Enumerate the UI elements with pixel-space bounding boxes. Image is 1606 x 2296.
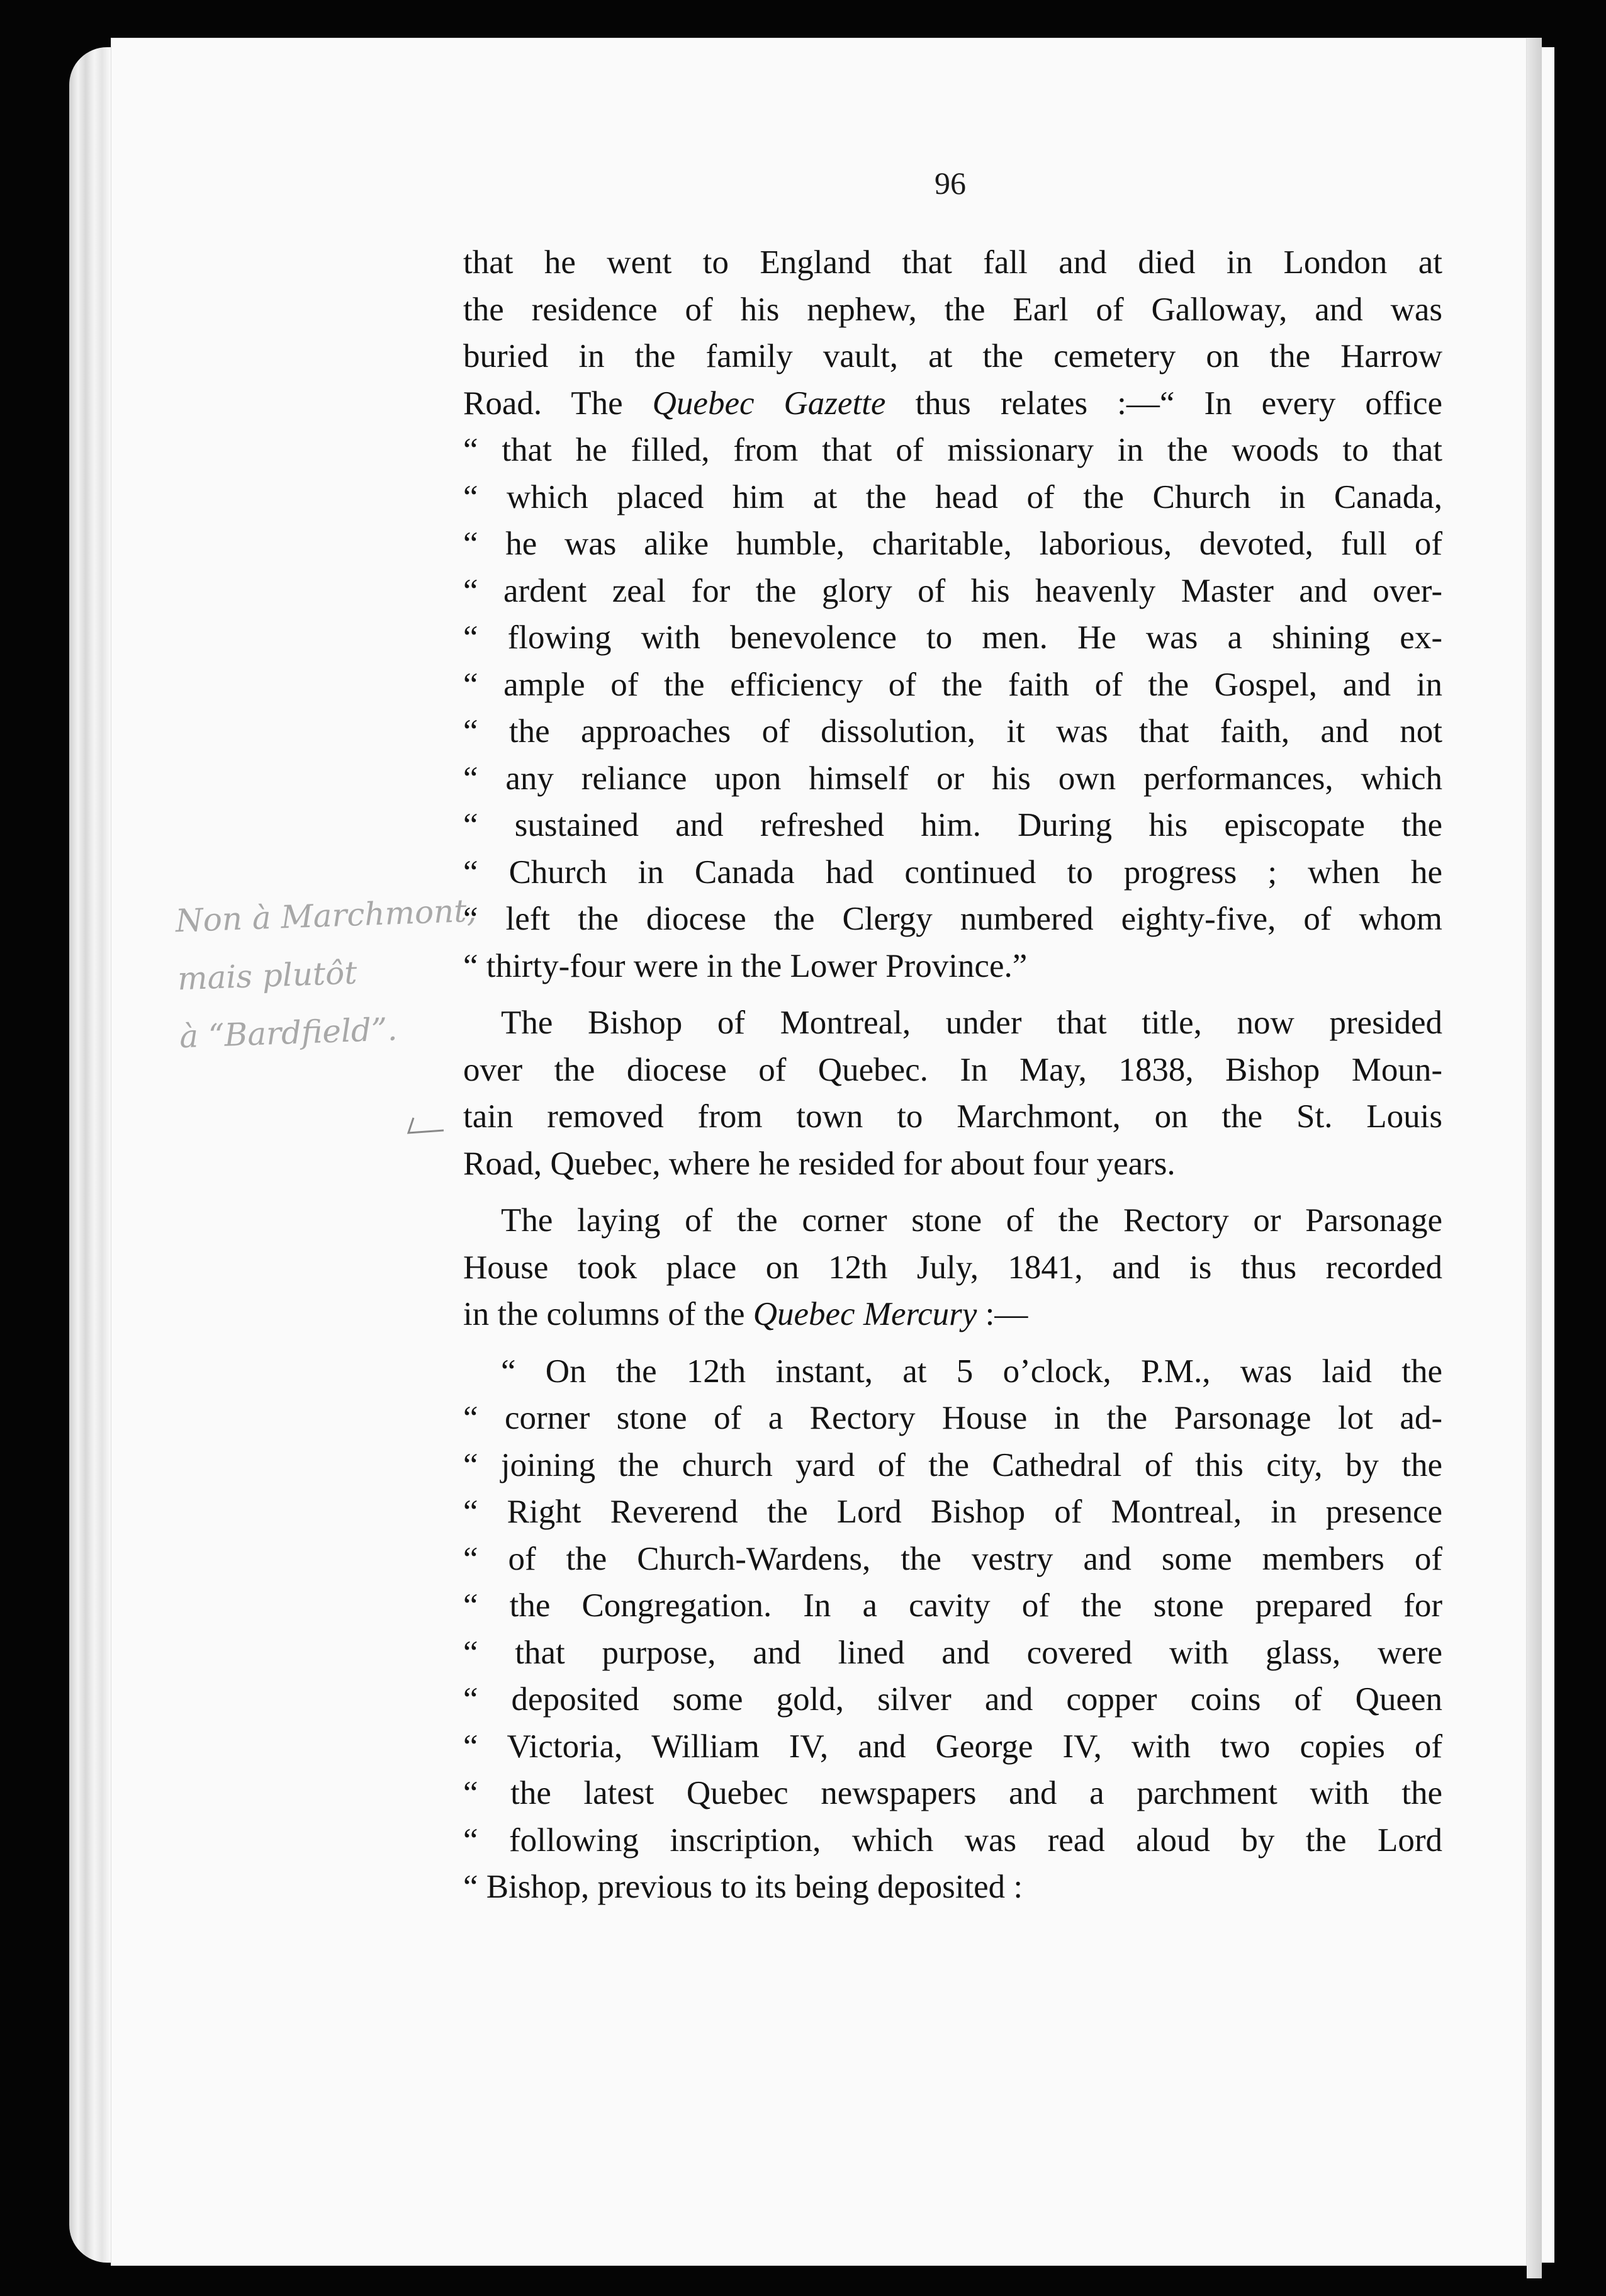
body-text [463, 239, 1442, 1921]
text-line: “ the approaches of dissolution, it was that faith, and not [463, 713, 1442, 750]
text-line: “ following inscription, which was read aloud by the Lord [463, 1821, 1442, 1859]
pencil-arrow-icon [406, 1114, 450, 1139]
margin-note-line: à “Bardfield”. [179, 1011, 398, 1055]
text-line: “ left the diocese the Clergy numbered eighty-five, of whom [463, 901, 1442, 937]
text-line: “ that purpose, and lined and covered with glass, were [463, 1634, 1442, 1671]
paragraph [463, 239, 1442, 989]
margin-note-line: Non à Marchmont, [174, 892, 478, 940]
text-line: House took place on 12th July, 1841, and is thus recorded [463, 1249, 1442, 1286]
margin-note-line: mais plutôt [177, 954, 358, 998]
text-line: over the diocese of Quebec. In May, 1838, Bishop Moun- [463, 1051, 1442, 1088]
text-line: “ the latest Quebec newspapers and a parchment with the [463, 1775, 1442, 1811]
text-line: the residence of his nephew, the Earl of Galloway, and was [463, 291, 1442, 328]
text-line: “ sustained and refreshed him. During his episcopate the [463, 807, 1442, 843]
text-line: that he went to England that fall and died in London at [463, 244, 1442, 281]
text-line: “ thirty-four were in the Lower Province.” [463, 947, 1028, 984]
text-line: “ Bishop, previous to its being deposited : [463, 1869, 1023, 1905]
text-line: “ On the 12th instant, at 5 o’clock, P.M., was laid the [501, 1353, 1442, 1390]
text-line: “ which placed him at the head of the Church in Canada, [463, 478, 1442, 515]
handwritten-margin-note [174, 883, 478, 1066]
text-line: The Bishop of Montreal, under that title, now presided [501, 1004, 1442, 1041]
paragraph [463, 999, 1442, 1187]
text-line: “ ardent zeal for the glory of his heavenly Master and over- [463, 572, 1442, 609]
text-line: “ joining the church yard of the Cathedral of this city, by the [463, 1446, 1442, 1483]
text-line: “ ample of the efficiency of the faith of the Gospel, and in [463, 666, 1442, 703]
text-line: “ Right Reverend the Lord Bishop of Montreal, in presence [463, 1494, 1442, 1530]
text-line: “ any reliance upon himself or his own performances, which [463, 760, 1442, 797]
text-line: Road. The Quebec Gazette thus relates :—“ In every office [463, 385, 1442, 422]
text-line: “ he was alike humble, charitable, laborious, devoted, full of [463, 526, 1442, 562]
text-line: The laying of the corner stone of the Rectory or Parsonage [501, 1202, 1442, 1239]
text-line: “ corner stone of a Rectory House in the Parsonage lot ad- [463, 1400, 1442, 1436]
text-line: tain removed from town to Marchmont, on the St. Louis [463, 1098, 1442, 1135]
text-line: “ deposited some gold, silver and copper coins of Queen [463, 1681, 1442, 1718]
paragraph [463, 1197, 1442, 1338]
text-line: buried in the family vault, at the cemetery on the Harrow [463, 338, 1442, 374]
text-line: “ of the Church-Wardens, the vestry and some members of [463, 1540, 1442, 1577]
paragraph [463, 1348, 1442, 1911]
text-line: in the columns of the Quebec Mercury :— [463, 1296, 1028, 1332]
facing-page-edge [1527, 38, 1542, 2278]
text-line: Road, Quebec, where he resided for about four years. [463, 1145, 1176, 1182]
page-number: 96 [935, 166, 966, 201]
text-line: “ Victoria, William IV, and George IV, with two copies of [463, 1728, 1442, 1765]
text-line: “ that he filled, from that of missionary in the woods to that [463, 432, 1442, 468]
text-line: “ the Congregation. In a cavity of the stone prepared for [463, 1587, 1442, 1624]
text-line: “ flowing with benevolence to men. He was a shining ex- [463, 619, 1442, 656]
text-line: “ Church in Canada had continued to progress ; when he [463, 853, 1442, 891]
